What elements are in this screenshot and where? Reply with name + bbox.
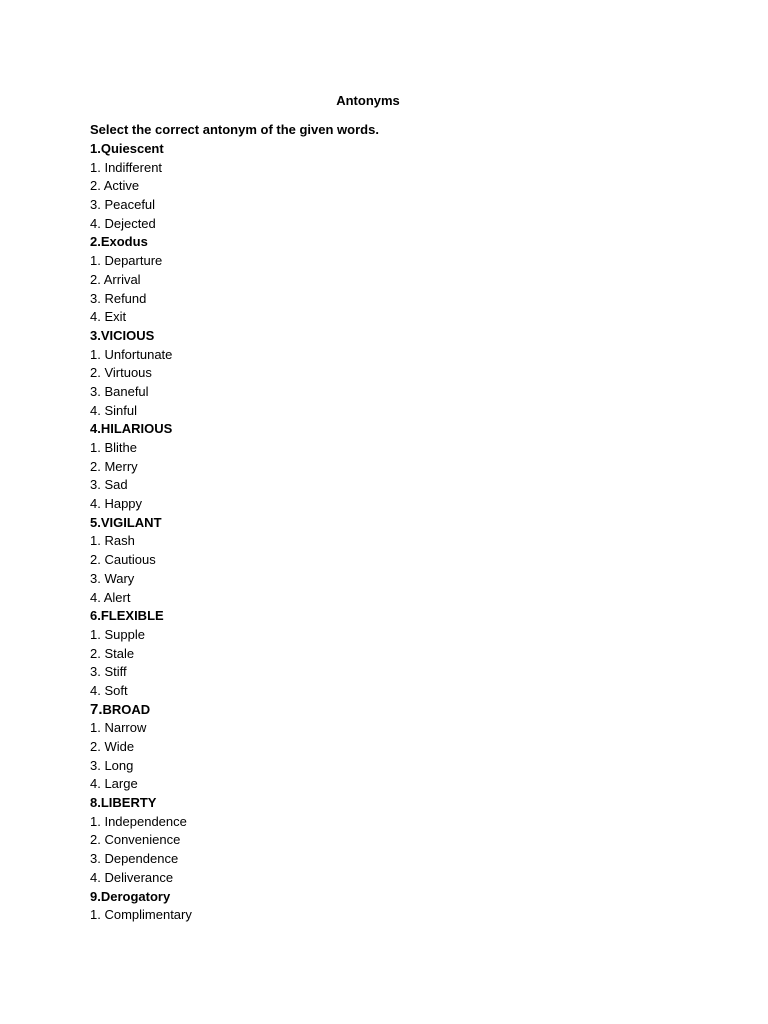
question-word: HILARIOUS [100,421,173,437]
option-item: 4. Soft [90,682,128,698]
option-item: 3. Baneful [90,383,149,399]
question-2 [90,233,730,326]
question-heading [90,888,730,907]
question-number: 6. [90,608,101,624]
question-number: 3. [90,327,101,343]
question-heading [90,420,730,439]
option-item: 4. Large [90,776,138,792]
question-heading [90,794,730,813]
question-9 [90,888,730,925]
question-8 [90,794,730,887]
option-list [90,532,730,607]
question-number: 2. [90,234,101,250]
question-number: 9. [90,888,101,904]
option-list [90,906,730,925]
option-item: 2. Virtuous [90,365,152,381]
question-heading [90,607,730,626]
option-item: 1. Unfortunate [90,346,173,362]
option-item: 2. Cautious [90,552,156,568]
option-item: 4. Sinful [90,402,137,418]
option-item: 1. Supple [90,626,145,642]
option-item: 3. Wary [90,570,135,586]
question-word: FLEXIBLE [100,608,164,624]
question-6 [90,607,730,700]
option-item: 1. Blithe [90,440,137,455]
question-word: BROAD [102,701,151,717]
question-word: VIGILANT [100,514,162,530]
option-item: 2. Wide [90,739,135,754]
option-item: 3. Dependence [90,851,179,867]
question-4 [90,420,730,513]
question-word: VICIOUS [100,327,155,343]
question-heading [90,514,730,533]
question-5 [90,514,730,607]
question-number: 4. [90,421,101,437]
question-1 [90,140,730,233]
option-item: 2. Active [90,178,140,194]
option-item: 3. Refund [90,290,147,306]
option-item: 4. Dejected [90,215,156,231]
option-item: 3. Stiff [90,664,127,680]
question-heading [90,327,730,346]
option-item: 2. Stale [90,645,135,661]
question-heading [90,140,730,159]
question-heading [90,701,730,720]
document-title: Antonyms [336,93,400,108]
option-item: 4. Exit [90,309,127,325]
option-item: 1. Narrow [90,720,147,736]
option-item: 3. Peaceful [90,197,156,213]
option-list [90,813,730,888]
option-list [90,626,730,701]
question-heading [90,233,730,252]
option-item: 4. Alert [90,589,131,605]
option-item: 2. Arrival [90,271,141,287]
option-list [90,252,730,327]
option-item: 3. Long [90,757,134,773]
option-item: 4. Deliverance [90,869,174,885]
option-list [90,439,730,514]
option-list [90,719,730,794]
option-list [90,159,730,234]
option-item: 1. Rash [90,533,135,549]
question-word: Exodus [100,234,148,250]
option-item: 4. Happy [90,496,143,512]
question-number: 1. [90,141,101,156]
option-item: 2. Merry [90,458,138,474]
option-item: 1. Independence [90,813,187,829]
option-item: 1. Departure [90,253,163,269]
question-3 [90,327,730,420]
question-number: 5. [90,514,101,530]
option-list [90,346,730,421]
question-word: Quiescent [100,141,164,156]
question-word: Derogatory [100,888,171,904]
instruction-text: Select the correct antonym of the given words. [90,122,379,137]
question-number: 7. [90,700,103,718]
document-body [90,121,730,925]
option-item: 1. Complimentary [90,907,192,923]
question-number: 8. [90,795,101,811]
question-7 [90,701,730,794]
option-item: 2. Convenience [90,832,181,848]
question-word: LIBERTY [100,795,157,811]
option-item: 1. Indifferent [90,159,163,175]
option-item: 3. Sad [90,477,128,493]
